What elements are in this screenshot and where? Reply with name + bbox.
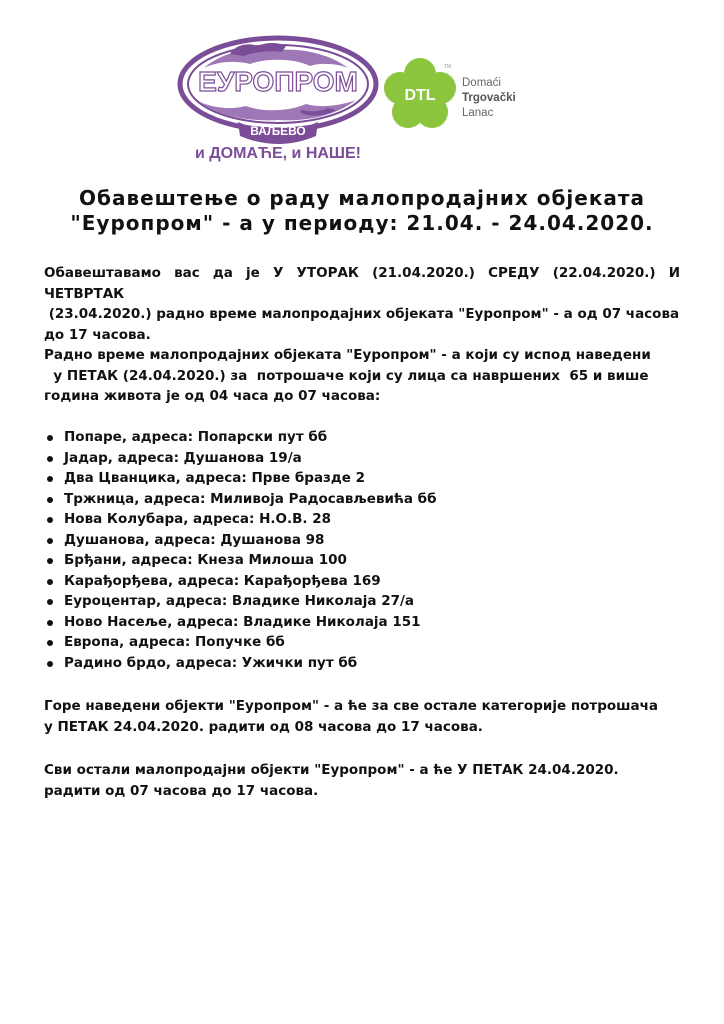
dtl-tm: TM bbox=[444, 64, 452, 70]
notice-title bbox=[40, 186, 684, 236]
paragraph-friday-senior-hours bbox=[44, 345, 680, 407]
store-text: Нова Колубара, адреса: Н.О.В. 28 bbox=[64, 511, 332, 527]
list-item bbox=[44, 571, 437, 592]
paragraph-weekday-hours bbox=[44, 263, 680, 345]
paragraph-friday-other-hours bbox=[44, 696, 680, 737]
europrom-city-text: ВАЉЕВО bbox=[250, 124, 306, 138]
list-item bbox=[44, 468, 437, 489]
store-text: Јадар, адреса: Душанова 19/а bbox=[64, 449, 302, 466]
europrom-slogan: и ДОМАЋЕ, и НАШЕ! bbox=[194, 145, 362, 162]
bullet-icon bbox=[47, 640, 53, 646]
europrom-brand-text: ЕУРОПРОМ bbox=[198, 66, 358, 97]
bullet-icon bbox=[47, 620, 53, 626]
title-line-1: Обавештење о раду малопродајних објеката bbox=[79, 186, 645, 210]
bullet-icon bbox=[47, 661, 53, 667]
dtl-line-3: Lanac bbox=[462, 107, 494, 119]
list-item bbox=[44, 591, 437, 612]
bullet-icon bbox=[47, 476, 53, 482]
bullet-icon bbox=[47, 579, 53, 585]
list-item bbox=[44, 448, 437, 469]
store-text: Радино брдо, адреса: Ужички пут бб bbox=[64, 654, 358, 671]
list-item bbox=[44, 509, 437, 530]
store-list bbox=[44, 427, 437, 673]
dtl-badge-text: DTL bbox=[404, 87, 436, 104]
list-item bbox=[44, 653, 437, 674]
paragraph-other-stores-hours bbox=[44, 760, 680, 801]
dtl-line-2: Trgovački bbox=[462, 92, 516, 104]
list-item bbox=[44, 489, 437, 510]
bullet-icon bbox=[47, 435, 53, 441]
list-item bbox=[44, 632, 437, 653]
store-text: Карађорђева, адреса: Карађорђева 169 bbox=[64, 572, 381, 589]
store-text: Душанова, адреса: Душанова 98 bbox=[64, 531, 325, 548]
list-item bbox=[44, 530, 437, 551]
store-text: Два Цванцика, адреса: Прве бразде 2 bbox=[64, 470, 366, 486]
paragraph-line: Радно време малопродајних објеката "Еуропром" - а који су испод наведени bbox=[44, 347, 651, 363]
bullet-icon bbox=[47, 558, 53, 564]
store-text: Брђани, адреса: Кнеза Милоша 100 bbox=[64, 552, 347, 568]
paragraph-line: до 17 часова. bbox=[44, 326, 151, 343]
paragraph-line: Горе наведени објекти "Еуропром" - а ће за све остале категорије потрошача bbox=[44, 698, 659, 714]
list-item bbox=[44, 612, 437, 633]
paragraph-line: Обавештавамо вас да је У УТОРАК (21.04.2020.) СРЕДУ (22.04.2020.) И ЧЕТВРТАК bbox=[44, 265, 680, 302]
paragraph-line: у ПЕТАК (24.04.2020.) за потрошаче који су лица са навршених 65 и више bbox=[44, 367, 649, 384]
paragraph-line: Сви остали малопродајни објекти "Еуропром" - а ће У ПЕТАК 24.04.2020. bbox=[44, 762, 619, 778]
paragraph-line: (23.04.2020.) радно време малопродајних објеката "Еуропром" - а од 07 часова bbox=[44, 306, 680, 322]
store-text: Попаре, адреса: Попарски пут бб bbox=[64, 429, 328, 445]
europrom-logo bbox=[170, 24, 390, 164]
paragraph-line: радити од 07 часова до 17 часова. bbox=[44, 782, 319, 799]
title-line-2: "Еуропром" - а у периоду: 21.04. - 24.04.2020. bbox=[70, 211, 654, 235]
store-text: Тржница, адреса: Миливоја Радосављевића бб bbox=[64, 490, 437, 507]
store-text: Ново Насеље, адреса: Владике Николаја 151 bbox=[64, 613, 421, 630]
bullet-icon bbox=[47, 599, 53, 605]
paragraph-line: година живота је од 04 часа до 07 часова: bbox=[44, 388, 381, 404]
bullet-icon bbox=[47, 538, 53, 544]
store-text: Европа, адреса: Попучке бб bbox=[64, 634, 285, 650]
bullet-icon bbox=[47, 497, 53, 503]
list-item bbox=[44, 550, 437, 571]
bullet-icon bbox=[47, 517, 53, 523]
dtl-logo bbox=[384, 58, 534, 132]
list-item bbox=[44, 427, 437, 448]
bullet-icon bbox=[47, 456, 53, 462]
dtl-line-1: Domaći bbox=[462, 77, 501, 89]
store-text: Еуроцентар, адреса: Владике Николаја 27/а bbox=[64, 593, 415, 609]
paragraph-line: у ПЕТАК 24.04.2020. радити од 08 часова до 17 часова. bbox=[44, 718, 483, 735]
